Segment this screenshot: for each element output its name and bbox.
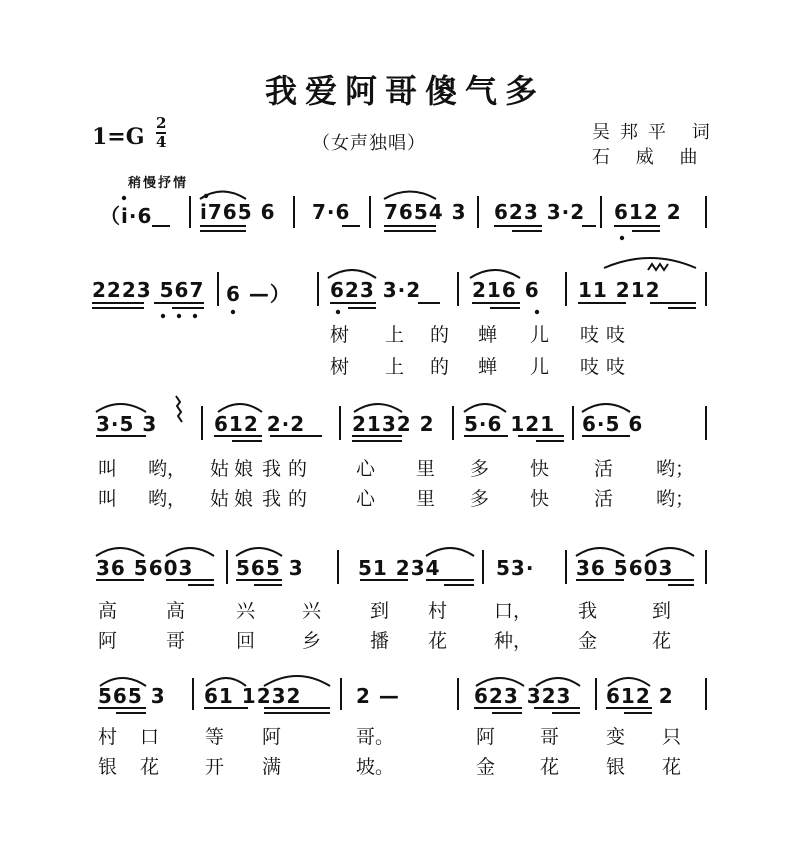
lyricist-credit: 吴邦平 词	[592, 122, 720, 143]
s4-v2-lyric: 花	[428, 630, 448, 652]
s5-v1-lyric: 口	[140, 726, 160, 748]
s1-measure-4: 7654 3	[384, 200, 467, 224]
key-signature: 1=G	[92, 124, 145, 150]
s3-v2-lyric: 哟；	[656, 488, 695, 510]
s5-v2-lyric: 花	[140, 756, 160, 778]
s3-measure-3: 2132 2	[352, 412, 435, 436]
s2-v1-lyric: 儿	[530, 324, 550, 346]
s3-v1-lyric: 多	[470, 458, 490, 480]
time-signature-top: 2	[156, 114, 167, 132]
s4-v1-lyric: 口，	[494, 600, 533, 622]
s4-v2-lyric: 哥	[166, 630, 186, 652]
s4-v1-lyric: 村	[428, 600, 448, 622]
s3-v2-lyric: 娘	[234, 488, 254, 510]
s4-v2-lyric: 花	[652, 630, 672, 652]
s1-measure-6: 612 2	[614, 200, 682, 224]
s5-v1-lyric: 等	[205, 726, 225, 748]
s3-v2-lyric: 多	[470, 488, 490, 510]
s3-v1-lyric: 娘	[234, 458, 254, 480]
s4-measure-2: 565 3	[236, 556, 304, 580]
s4-v1-lyric: 到	[370, 600, 390, 622]
s2-measure-1: 2223 567	[92, 278, 205, 302]
composer-credit: 石 威 曲	[592, 147, 708, 168]
s5-v2-lyric: 坡。	[356, 756, 395, 778]
s5-measure-3: 2 —	[356, 684, 400, 708]
s5-v1-lyric: 哥	[540, 726, 560, 748]
s3-v1-lyric: 哟，	[148, 458, 187, 480]
s3-measure-4: 5·6 121	[464, 412, 556, 436]
s5-v1-lyric: 只	[662, 726, 682, 748]
s2-v2-lyric: 蝉	[478, 356, 498, 378]
s1-measure-3: 7·6	[312, 200, 351, 224]
time-signature-bottom: 4	[156, 133, 167, 151]
s5-v1-lyric: 哥。	[356, 726, 395, 748]
s2-measure-2: 6 —）	[226, 282, 291, 306]
s4-v2-lyric: 阿	[98, 630, 118, 652]
s4-v2-lyric: 种，	[494, 630, 533, 652]
s2-v2-lyric: 儿	[530, 356, 550, 378]
s5-v2-lyric: 银	[98, 756, 118, 778]
s4-measure-3: 51 234	[358, 556, 441, 580]
tempo-marking: 稍慢抒情	[128, 176, 189, 191]
s5-measure-4: 623 323	[474, 684, 572, 708]
s5-v1-lyric: 阿	[476, 726, 496, 748]
s2-v1-lyric: 树	[330, 324, 350, 346]
s5-v1-lyric: 阿	[262, 726, 282, 748]
s2-v2-lyric: 上	[385, 356, 405, 378]
s4-v2-lyric: 金	[578, 630, 598, 652]
s5-v2-lyric: 开	[205, 756, 225, 778]
s4-measure-1: 36 5603	[96, 556, 194, 580]
s3-v2-lyric: 活	[594, 488, 614, 510]
s3-v2-lyric: 姑	[210, 488, 230, 510]
s3-v2-lyric: 的	[288, 488, 308, 510]
s2-v2-lyric: 的	[430, 356, 450, 378]
s4-v2-lyric: 乡	[302, 630, 322, 652]
s3-measure-2: 612 2·2	[214, 412, 306, 436]
s4-v1-lyric: 高	[98, 600, 118, 622]
s3-v1-lyric: 姑	[210, 458, 230, 480]
s4-measure-5: 36 5603	[576, 556, 674, 580]
s5-measure-5: 612 2	[606, 684, 674, 708]
s3-v2-lyric: 快	[530, 488, 550, 510]
s3-v1-lyric: 心	[356, 458, 376, 480]
s3-measure-1: 3·5 3	[96, 412, 158, 436]
s2-v1-lyric: 蝉	[478, 324, 498, 346]
s5-v1-lyric: 村	[98, 726, 118, 748]
s3-v1-lyric: 的	[288, 458, 308, 480]
s3-v1-lyric: 里	[416, 458, 436, 480]
s5-v2-lyric: 银	[606, 756, 626, 778]
s3-v1-lyric: 我	[262, 458, 282, 480]
s1-measure-1: （i·6	[100, 204, 153, 228]
s5-v2-lyric: 花	[540, 756, 560, 778]
s3-measure-5: 6·5 6	[582, 412, 644, 436]
s3-v1-lyric: 哟；	[656, 458, 695, 480]
s3-v2-lyric: 哟，	[148, 488, 187, 510]
s5-v1-lyric: 变	[606, 726, 626, 748]
s4-v2-lyric: 播	[370, 630, 390, 652]
s4-measure-4: 53·	[496, 556, 535, 580]
s3-v1-lyric: 叫	[98, 458, 118, 480]
s2-v2-lyric: 吱	[580, 356, 600, 378]
s2-v2-lyric: 吱	[606, 356, 626, 378]
s2-v2-lyric: 树	[330, 356, 350, 378]
s2-v1-lyric: 吱	[580, 324, 600, 346]
s5-v2-lyric: 花	[662, 756, 682, 778]
s5-measure-1: 565 3	[98, 684, 166, 708]
s1-measure-2: i765 6	[200, 200, 276, 224]
performance-note: （女声独唱）	[312, 133, 426, 154]
s5-v2-lyric: 满	[262, 756, 282, 778]
s4-v1-lyric: 高	[166, 600, 186, 622]
song-title: 我爱阿哥傻气多	[264, 72, 545, 110]
s3-v1-lyric: 活	[594, 458, 614, 480]
s1-measure-5: 623 3·2	[494, 200, 586, 224]
s2-v1-lyric: 上	[385, 324, 405, 346]
s5-measure-2: 61 1232	[204, 684, 302, 708]
s4-v1-lyric: 我	[578, 600, 598, 622]
s2-measure-5: 11 212	[578, 278, 661, 302]
s4-v1-lyric: 到	[652, 600, 672, 622]
s2-measure-3: 623 3·2	[330, 278, 422, 302]
s2-measure-4: 216 6	[472, 278, 540, 302]
s3-v1-lyric: 快	[530, 458, 550, 480]
s4-v1-lyric: 兴	[302, 600, 322, 622]
s5-v2-lyric: 金	[476, 756, 496, 778]
s3-v2-lyric: 我	[262, 488, 282, 510]
s3-v2-lyric: 叫	[98, 488, 118, 510]
s4-v2-lyric: 回	[236, 630, 256, 652]
s4-v1-lyric: 兴	[236, 600, 256, 622]
s3-v2-lyric: 心	[356, 488, 376, 510]
s3-v2-lyric: 里	[416, 488, 436, 510]
s2-v1-lyric: 的	[430, 324, 450, 346]
s2-v1-lyric: 吱	[606, 324, 626, 346]
